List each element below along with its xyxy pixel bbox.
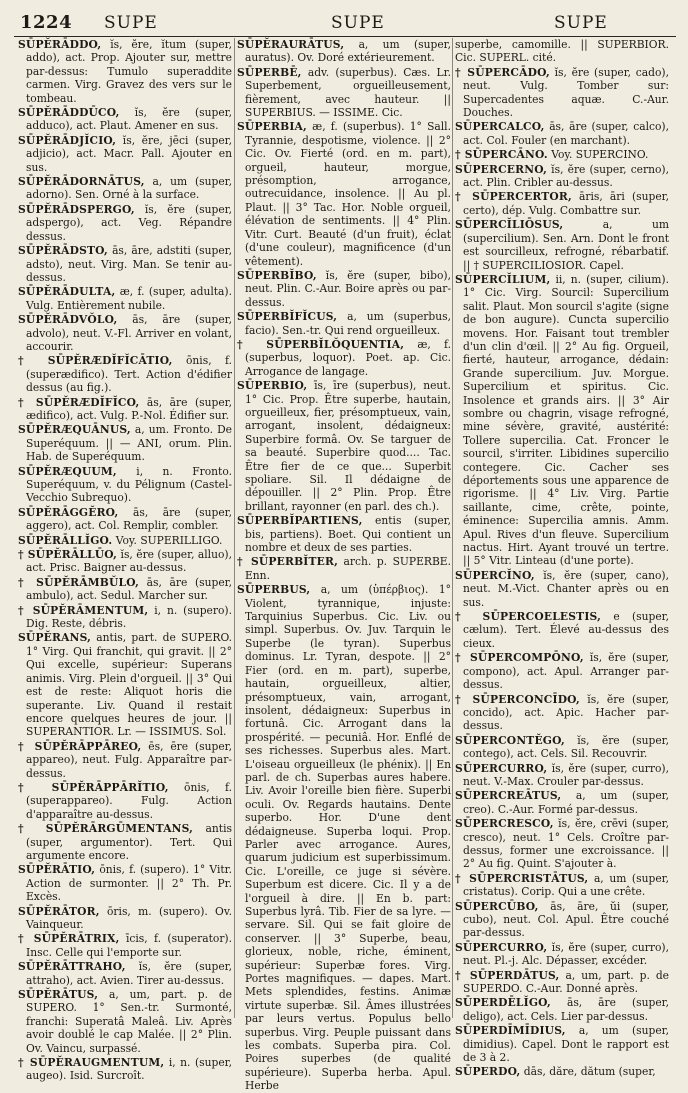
entry-headword: † SŪPERBĬLŎQUENTIA,: [237, 337, 405, 351]
dictionary-entry: [18, 38, 232, 105]
entry-definition: ĭs, ĕre (super, attraho), act. Avien. Tirer au-dessus.: [26, 960, 232, 987]
entry-definition: Voy. SUPERCINO.: [551, 148, 649, 162]
dictionary-entry: [455, 273, 669, 568]
entry-definition: a, um (super, auratus). Ov. Doré extérieurement.: [245, 38, 451, 65]
dictionary-entry: [18, 534, 232, 547]
entry-headword: SŪPĔRĀLLĬGO.: [18, 533, 113, 547]
dictionary-entry: [18, 631, 232, 738]
entry-headword: SŪPĔRĀTOR,: [18, 904, 100, 918]
dictionary-entry: [455, 969, 669, 996]
entry-definition: antis, part. de SUPERO. 1° Virg. Qui franchit, qui gravit. || 2° Qui excelle, supérieur: Superans animis. Virg. Plein d'orgueil. || 3° Qui est de reste: Aliquot horis die superante. Liv. Quand il restait encore quelques heures de jour. || SUPERANTIOR. Lr. — ISSIMUS. Sol.: [26, 631, 232, 739]
entry-headword: SŪPERCURRO,: [455, 761, 548, 775]
column-3: [455, 38, 670, 1079]
entry-definition: a, um (super, adorno). Sen. Orné à la surface.: [26, 175, 232, 202]
page-number: 1224: [20, 12, 73, 33]
entry-headword: † SŪPERCOELESTIS,: [455, 610, 601, 624]
dictionary-entry: [18, 822, 232, 862]
dictionary-entry: [18, 354, 232, 394]
dictionary-entry: [18, 905, 232, 932]
entry-definition: æ, f. (superbus, loquor). Poet. ap. Cic. Arrogance de langage.: [245, 337, 451, 378]
entry-definition: ĭs, ĕre (super, concido), act. Apic. Hacher par-dessus.: [463, 692, 669, 733]
dictionary-entry: [18, 740, 232, 780]
entry-definition: ĭs, ĕre (super, cano), neut. M.-Vict. Chanter après ou en sus.: [463, 568, 669, 609]
dictionary-entry: [18, 932, 232, 959]
entry-headword: SŪPĔRÆQUĀNUS,: [18, 423, 131, 437]
entry-headword: SŪPERBĬPARTIENS,: [237, 514, 363, 528]
entry-headword: SŪPERDĪMĪDIUS,: [455, 1024, 566, 1038]
entry-definition: a, um (super, dimidius). Capel. Dont le rapport est de 3 à 2.: [463, 1024, 669, 1065]
dictionary-entry: [18, 604, 232, 631]
dictionary-entry: [455, 941, 669, 968]
entry-definition: a, um, part. p. de SUPERO. 1° Sen.-tr. Surmonté, franchi: Superatâ Maleâ. Liv. Après avoir doublé le cap Malée. || 2° Plin. Ov. Vaincu, surpassé.: [26, 988, 232, 1055]
dictionary-entry: [18, 781, 232, 821]
entry-definition: ās, āre, ŭi (super, cubo), neut. Col. Apul. Être couché par-dessus.: [463, 899, 669, 940]
dictionary-entry: [455, 789, 669, 816]
entry-definition: ōnis, f. (superappareo). Fulg. Action d'apparaître au-dessus.: [26, 780, 232, 821]
entry-headword: SŪPĔRĀGGĔRO,: [18, 505, 119, 519]
entry-headword: † SŪPĔRĀLLŪO,: [18, 548, 118, 562]
dictionary-entry: [455, 148, 669, 161]
dictionary-entry: [455, 218, 669, 272]
entry-definition: ōris, m. (supero). Ov. Vainqueur.: [26, 904, 232, 931]
entry-definition: ōnis, f. (supero). 1° Vitr. Action de surmonter. || 2° Th. Pr. Excès.: [26, 863, 232, 904]
entry-definition: ēs, ēre (super, appareo), neut. Fulg. Apparaître par-dessus.: [26, 739, 232, 780]
entry-definition: ās, āre, adstiti (super, adsto), neut. Virg. Man. Se tenir au-dessus.: [26, 244, 232, 284]
entry-definition: īs, īre (superbus), neut. 1° Cic. Prop. Être superbe, hautain, orgueilleux, fier, présomptueux, vain, arrogant, insolent, dédaigneux: Superbire formâ. Ov. Se targuer de sa beauté. Superbire quod.... Tac. Être fier de ce que... Superbit spoliare. Sil. Il dédaigne de dépouiller. || 2° Plin. Prop. Être brillant, rayonner (en parl. des ch.).: [245, 379, 451, 513]
dictionary-entry: [18, 988, 232, 1055]
header-rule: [14, 36, 676, 37]
dictionary-entry: [455, 190, 669, 217]
dictionary-entry: [455, 762, 669, 789]
dictionary-entry: [18, 423, 232, 463]
dictionary-entry: [18, 1056, 232, 1083]
entry-headword: SŪPĔRĀTTRAHO,: [18, 960, 126, 974]
dictionary-entry: [18, 863, 232, 903]
entry-definition: ōnis, f. (superædifico). Tert. Action d'édifier dessus (au fig.).: [26, 354, 232, 395]
dictionary-entry: [18, 313, 232, 353]
entry-headword: † SŪPĔRAUGMENTUM,: [18, 1056, 165, 1070]
entry-headword: SŪPERBĬFĬCUS,: [237, 310, 338, 324]
entry-definition: a, um (super, cristatus). Corip. Qui a une crête.: [463, 871, 669, 899]
entry-headword: SŪPERBIA,: [237, 120, 307, 134]
entry-headword: SŪPERCĬNO,: [455, 568, 535, 582]
running-head-right: SUPE: [554, 13, 608, 33]
dictionary-entry: [237, 514, 451, 554]
entry-definition: ĭs, ĕre (super, cerno), act. Plin. Cribler au-dessus.: [463, 162, 669, 190]
entry-headword: SŪPĔRĀDULTA,: [18, 285, 116, 299]
entry-definition: a, um (ὑπέρβιος). 1° Violent, tyrannique, injuste: Tarquinius Superbus. Cic. Liv. ou simpl. Superbus. Ov. Juv. Tarquin le Superbe (le tyran). Superbus dominus. Lr. Tyran, despote. || 2° Fier (ord. en m. part), superbe, hautain, orgueilleux, altier, présomptueux, vain, arrogant, insolent, dédaigneux: Superbus in fortunâ. Cic. Arrogant dans la prospérité. — pecuniâ. Hor. Enflé de ses richesses. Superbus ales. Mart. L'oiseau orgueilleux (le phénix). || En parl. de ch. Superbas aures habere. Liv. Avoir l'oreille bien fière. Superbi oculi. Ov. Regards hautains. Dente superbo. Hor. D'une dent dédaigneuse. Superba loqui. Prop. Parler avec arrogance. Aures, quarum judicium est superbissimum. Cic. L'oreille, ce juge si sévère. Superbum est dicere. Cic. Il y a de l'orgueil à dire. || En b. part: Superbus lyrâ. Tib. Fier de sa lyre. — servare. Sil. Qui se fait gloire de conserver. || 3° Superbe, beau, glorieux, noble, riche, éminent, supérieur: Superbæ fores. Virg. Portes magnifiques. — dapes. Mart. Mets splendides, festins. Animæ virtute superbæ. Sil. Âmes illustrées par leurs vertus. Populus bello superbus. Virg. Peuple puissant dans les combats. Superba pira. Col. Poires superbes (de qualité supérieure). Superba herba. Apul. Herbe: [245, 583, 451, 1093]
entry-headword: SŪPĔRĀDDO,: [18, 38, 102, 51]
entry-definition: ĭs, ĕre (super, alluo), act. Prisc. Baigner au-dessus.: [26, 548, 232, 575]
entry-headword: SŪPĔRĀTUS,: [18, 988, 99, 1002]
entry-headword: SŪPĔRĀDVŎLO,: [18, 313, 118, 327]
column-1: [18, 38, 233, 1083]
entry-headword: † SŪPERCONCĪDO,: [455, 692, 580, 706]
running-head-left: SUPE: [104, 13, 158, 33]
entry-headword: † SŪPERCĀDO,: [455, 65, 550, 79]
entry-definition: āris, āri (super, certo), dép. Vulg. Combattre sur.: [463, 190, 669, 217]
entry-headword: SŪPERBĬBO,: [237, 268, 317, 282]
running-head-center: SUPE: [331, 13, 385, 33]
entry-headword: SŪPERBIO,: [237, 379, 308, 393]
dictionary-entry: [237, 66, 451, 120]
entry-definition: æ, f. (super, adulta). Vulg. Entièrement nubile.: [26, 285, 232, 312]
dictionary-entry: [18, 548, 232, 575]
entry-definition: dās, dăre, dătum (super,: [523, 1065, 656, 1079]
dictionary-entry: [237, 310, 451, 337]
entry-definition: i, n. (supero). Dig. Reste, débris.: [26, 603, 232, 631]
dictionary-entry: [455, 163, 669, 190]
entry-definition: ās, āre (super, ædifico), act. Vulg. P.-Nol. Édifier sur.: [26, 395, 232, 422]
dictionary-entry: [18, 576, 232, 603]
entry-definition: īcis, f. (superator). Insc. Celle qui l'emporte sur.: [26, 932, 232, 959]
column-divider: [234, 38, 235, 1018]
entry-definition: Voy. SUPERILLIGO.: [115, 533, 223, 547]
entry-headword: † SŪPĔRĀPPĀREO,: [18, 739, 142, 753]
dictionary-entry: [237, 583, 451, 1092]
dictionary-entry: [237, 555, 451, 582]
entry-definition: i, n. (super, augeo). Isid. Surcroît.: [26, 1056, 232, 1083]
entry-continuation: superbe, camomille. || SUPERBIOR. Cic. SUPERL. cité.: [455, 38, 669, 65]
entry-definition: ās, āre (super, calco), act. Col. Fouler (en marchant).: [463, 120, 669, 147]
entry-headword: SŪPERBĒ,: [237, 65, 302, 79]
entry-headword: SŪPERCERNO,: [455, 162, 548, 176]
entry-headword: SŪPĔRĀDSPERGO,: [18, 202, 135, 216]
dictionary-entry: [455, 872, 669, 899]
dictionary-entry: [18, 106, 232, 133]
entry-definition: ĭs, ĕre (super, curro), neut. V.-Max. Crouler par-dessus.: [463, 761, 670, 788]
dictionary-entry: [455, 610, 669, 650]
dictionary-entry: [455, 1065, 669, 1078]
dictionary-entry: [18, 175, 232, 202]
entry-definition: ii, n. (super, cilium). 1° Cic. Virg. Sourcil: Supercilium salit. Plaut. Mon sourcil s'agite (signe de bon augure). Cuncta supercilio movens. Hor. Faisant tout trembler d'un clin d'œil. || 2° Au fig. Orgueil, fierté, hauteur, arrogance, dédain: Grande supercilium. Juv. Morgue. Supercilium et spiritus. Cic. Insolence et grands airs. || 3° Air sombre ou chagrin, visage refrogné, mine sévère, gravité, austérité: Tollere supercilia. Cat. Froncer le sourcil, s'irriter. Libidines supercilio contegere. Cic. Cacher ses déportements sous une apparence de rigorisme. || 4° Liv. Virg. Partie saillante, cime, crête, pointe, éminence: Supercilia amnis. Amm. Apul. Rives d'un fleuve. Supercilium nactus. Hirt. Ayant trouvé un tertre. || 5° Vitr. Linteau (d'une porte).: [463, 272, 669, 568]
entry-headword: † SŪPĔRĀRGŪMENTANS,: [18, 822, 194, 836]
entry-headword: † SŪPĔRĀMBŬLO,: [18, 575, 140, 589]
entry-definition: entis (super, bis, partiens). Boet. Qui contient un nombre et deux de ses parties.: [245, 514, 451, 555]
entry-definition: ĭs, ĕre (super, adduco), act. Plaut. Amener en sus.: [26, 106, 233, 133]
entry-definition: ĭs, ĕre (super, adspergo), act. Veg. Répandre dessus.: [26, 202, 232, 243]
entry-headword: SŪPERBUS,: [237, 583, 311, 597]
dictionary-entry: [237, 338, 451, 378]
entry-headword: SŪPĔRANS,: [18, 631, 92, 645]
column-divider: [452, 38, 453, 1018]
entry-definition: ĭs, ĕre, crēvi (super, cresco), neut. 1° Cels. Croître par-dessus, former une excroissance. || 2° Au fig. Quint. S'ajouter à.: [463, 817, 669, 871]
entry-headword: † SŪPĔRĀTRIX,: [18, 932, 120, 946]
entry-headword: † SŪPĔRÆDĬFĬCO,: [18, 395, 140, 409]
page-header: [14, 12, 674, 36]
entry-headword: † SŪPERCERTOR,: [455, 190, 572, 204]
entry-headword: † SŪPERDĀTUS,: [455, 968, 560, 982]
dictionary-entry: [237, 38, 451, 65]
entry-headword: SŪPERCALCO,: [455, 120, 545, 134]
entry-headword: † SŪPERBĬTER,: [237, 555, 339, 569]
entry-headword: † SŪPERCOMPŌNO,: [455, 651, 584, 665]
dictionary-entry: [237, 120, 451, 267]
entry-headword: SŪPERCĬLIŌSUS,: [455, 218, 564, 232]
dictionary-entry: [18, 465, 232, 505]
entry-headword: SŪPERCURRO,: [455, 940, 548, 954]
entry-definition: ĭs, ĕre (super, cado), neut. Vulg. Tomber sur: Supercadentes aquæ. C.-Aur. Douches.: [463, 65, 669, 120]
entry-definition: ĭs, ĕre, ĭtum (super, addo), act. Prop. Ajouter sur, mettre par-dessus: Tumulo superaddite carmen. Virg. Gravez des vers sur le tombeau.: [26, 38, 232, 105]
entry-headword: SŪPĔRĀTIO,: [18, 863, 96, 877]
entry-definition: a, um (supercilium). Sen. Arn. Dont le front est sourcilleux, refrogné, rébarbatif. || † SUPERCILIOSIOR. Capel.: [463, 218, 669, 272]
entry-definition: e (super, cælum). Tert. Élevé au-dessus des cieux.: [463, 610, 669, 650]
entry-headword: † SŪPĔRÆDĬFĬCĀTIO,: [18, 354, 173, 368]
dictionary-entry: [455, 1024, 669, 1064]
dictionary-entry: [18, 285, 232, 312]
dictionary-entry: [455, 651, 669, 691]
entry-definition: ās, āre (super, ambulo), act. Sedul. Marcher sur.: [26, 575, 232, 603]
entry-definition: a, um (super, creo). C.-Aur. Formé par-dessus.: [463, 789, 669, 816]
entry-headword: SŪPERCRESCO,: [455, 817, 554, 831]
dictionary-entry: [455, 996, 669, 1023]
entry-headword: SŪPĔRAURĀTUS,: [237, 38, 345, 51]
entry-definition: ĭs, ĕre (super, compono), act. Apul. Arranger par-dessus.: [463, 651, 669, 692]
entry-headword: SŪPĔRÆQUUM,: [18, 464, 117, 478]
entry-headword: SŪPERCREĀTUS,: [455, 789, 562, 803]
entry-headword: SŪPĔRĀDORNĀTUS,: [18, 175, 145, 189]
entry-headword: SŪPĔRĀDDŪCO,: [18, 106, 120, 120]
dictionary-entry: [18, 506, 232, 533]
entry-definition: ās, āre (super, advolo), neut. V.-Fl. Arriver en volant, accourir.: [26, 313, 233, 353]
dictionary-entry: [455, 693, 669, 733]
entry-definition: ĭs, ĕre (super, contego), act. Cels. Sil. Recouvrir.: [463, 733, 669, 761]
dictionary-entry: [455, 900, 669, 940]
column-2: [237, 38, 452, 1093]
entry-definition: arch. p. SUPERBE. Enn.: [245, 555, 452, 582]
entry-headword: SŪPĔRĀDJĬCIO,: [18, 133, 117, 147]
entry-definition: adv. (superbus). Cæs. Lr. Superbement, orgueilleusement, fièrement, avec hauteur. || SUPERBIUS. — ISSIME. Cic.: [245, 65, 451, 120]
entry-headword: † SŪPĔRĀPPĀRĬTIO,: [18, 780, 169, 794]
entry-definition: antis (super, argumentor). Tert. Qui argumente encore.: [26, 822, 232, 862]
dictionary-entry: [18, 960, 232, 987]
dictionary-entry: [237, 379, 451, 513]
dictionary-entry: [455, 120, 669, 147]
dictionary-entry: [455, 569, 669, 609]
dictionary-entry: [455, 734, 669, 761]
dictionary-entry: [18, 203, 232, 243]
entry-headword: SŪPERCŪBO,: [455, 899, 539, 913]
entry-headword: SŪPERCONTĔGO,: [455, 733, 565, 747]
entry-definition: æ, f. (superbus). 1° Sall. Tyrannie, despotisme, violence. || 2° Cic. Ov. Fierté (ord. en m. part), orgueil, hauteur, morgue, présomption, arrogance, outrecuidance, insolence. || Au pl. Plaut. || 3° Tac. Hor. Noble orgueil, élévation de sentiments. || 4° Plin. Vitr. Curt. Beauté (d'un fruit), éclat (d'une couleur), magnificence (d'un vêtement).: [245, 120, 451, 268]
entry-definition: ĭs, ĕre (super, bibo), neut. Plin. C.-Aur. Boire après ou par-dessus.: [245, 268, 452, 309]
entry-headword: SŪPERDO,: [455, 1065, 521, 1079]
dictionary-entry: [455, 817, 669, 871]
entry-definition: a, um, part. p. de SUPERDO. C.-Aur. Donné après.: [463, 968, 669, 996]
entry-headword: † SŪPĔRĀMENTUM,: [18, 603, 149, 617]
entry-definition: a, um. Fronto. De Superéquum. || — ANI, orum. Plin. Hab. de Superéquum.: [26, 423, 232, 464]
entry-definition: a, um (superbus, facio). Sen.-tr. Qui rend orgueilleux.: [245, 310, 451, 337]
entry-definition: ĭs, ĕre (super, curro), neut. Pl.-j. Alc. Dépasser, excéder.: [463, 940, 670, 968]
entry-definition: ĭs, ĕre, jēci (super, adjicio), act. Macr. Pall. Ajouter en sus.: [26, 133, 232, 174]
entry-definition: ās, āre (super, deligo), act. Cels. Lier par-dessus.: [463, 996, 669, 1023]
entry-definition: ās, āre (super, aggero), act. Col. Remplir, combler.: [26, 505, 233, 533]
dictionary-entry: [237, 269, 451, 309]
entry-headword: SŪPERDĒLĬGO,: [455, 996, 551, 1010]
entry-headword: SŪPERCĬLIUM,: [455, 272, 551, 286]
entry-headword: † SŪPERCĀNO.: [455, 148, 548, 162]
dictionary-entry: [455, 66, 669, 120]
dictionary-entry: [18, 396, 232, 423]
entry-headword: † SŪPERCRISTĀTUS,: [455, 871, 589, 885]
dictionary-entry: [18, 244, 232, 284]
entry-definition: i, n. Fronto. Superéquum, v. du Pélignum (Castel-Vecchio Subrequo).: [26, 464, 232, 505]
dictionary-entry: [18, 134, 232, 174]
entry-headword: SŪPĔRĀDSTO,: [18, 244, 108, 258]
